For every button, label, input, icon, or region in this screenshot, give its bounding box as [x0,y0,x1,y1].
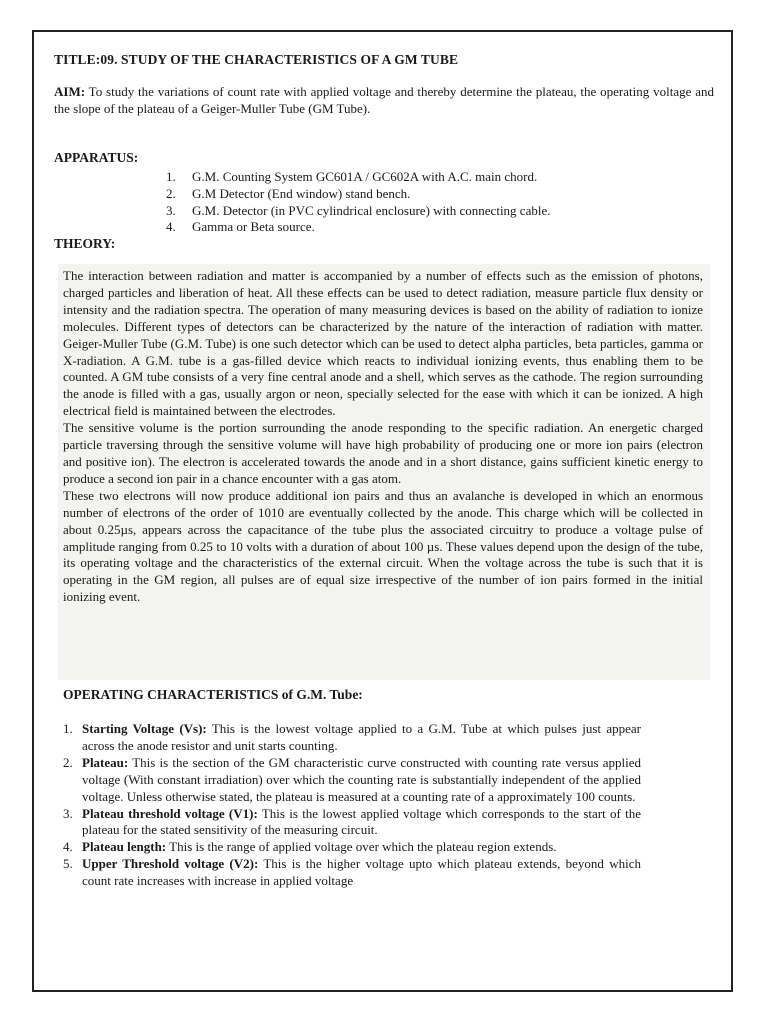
characteristic-item [63,721,641,755]
apparatus-item-number: 2. [166,185,176,201]
characteristic-label: Plateau length: [82,839,167,855]
characteristic-text: This is the lowest applied voltage which corresponds to the start of the plateau for the stated sensitivity of the measuring circuit. [82,805,642,838]
aim-label: AIM: [54,84,86,99]
apparatus-item-number: 3. [166,202,176,218]
characteristic-label: Starting Voltage (Vs): [82,721,207,736]
aim-paragraph [54,83,714,117]
aim-text: To study the variations of count rate with applied voltage and thereby determine the plateau, the operating voltage and the slope of the plateau of a Geiger-Muller Tube (GM Tube). [54,84,714,116]
characteristic-item [63,755,641,806]
apparatus-item-text: G.M. Detector (in PVC cylindrical enclosure) with connecting cable. [192,202,551,218]
theory-paragraph: These two electrons will now produce additional ion pairs and thus an avalanche is developed in which an enormous number of electrons of the order of 1010 are eventually collected by the anode. This charge which will be collected in about 0.25µs, appears across the capacitance of the tube plus the associated circuitry to produce a voltage pulse of amplitude ranging from 0.25 to 10 volts with a duration of about 100 µs. These values depend upon the design of the tube, its operating voltage and the characteristics of the external circuit. When the voltage across the tube is such that it is operating in the GM region, all pulses are of equal size irrespective of the number of ion pairs formed in the initial ionizing event. [63,487,703,605]
apparatus-item-text: Gamma or Beta source. [192,219,315,235]
apparatus-item-number: 1. [166,169,176,184]
characteristic-number: 1. [63,721,73,736]
apparatus-list [166,169,550,236]
apparatus-item [166,169,550,186]
apparatus-item-number: 4. [166,219,176,235]
characteristic-number: 5. [63,856,73,872]
apparatus-item-text: G.M Detector (End window) stand bench. [192,185,411,201]
page-title: TITLE:09. STUDY OF THE CHARACTERISTICS OF A GM TUBE [54,52,459,67]
characteristic-label: Upper Threshold voltage (V2): [82,856,259,872]
characteristic-item [63,806,641,840]
characteristic-label: Plateau: [82,754,129,770]
operating-characteristics-heading: OPERATING CHARACTERISTICS of G.M. Tube: [63,687,363,702]
characteristic-text: This is the section of the GM characteristic curve constructed with counting rate versus applied voltage (With constant irradiation) over which the counting rate is substantially independent of the applied voltage. Unless otherwise stated, the plateau is measured at a counting rate of a approximately 100 counts. [82,754,641,804]
characteristic-number: 4. [63,839,73,855]
apparatus-item [166,219,550,236]
theory-paragraph: The interaction between radiation and matter is accompanied by a number of effects such as the emission of photons, charged particles and liberation of heat. All these effects can be used to detect radiation, measure particle flux density or intensity and the radiation spectra. The operation of many measuring devices is based on the ability of radiation to ionize molecules. Different types of detectors can be characterized by the nature of the interaction of radiation with matter. Geiger-Muller Tube (G.M. Tube) is one such detector which can be used to detect alpha particles, beta particles, gamma or X-radiation. A G.M. tube is a gas-filled device which reacts to individual ionizing events, thus enabling them to be counted. A GM tube consists of a very fine central anode and a shell, which serves as the cathode. The region surrounding the anode is filled with a gas, usually argon or neon, specially selected for the ease with which it can be ionized. A high electrical field is maintained between the electrodes. [63,268,703,419]
apparatus-item-text: G.M. Counting System GC601A / GC602A with A.C. main chord. [192,169,538,184]
characteristic-text: This is the lowest voltage applied to a G.M. Tube at which pulses just appear across the anode resistor and unit starts counting. [82,721,641,753]
theory-paragraph: The sensitive volume is the portion surrounding the anode responding to the specific radiation. An energetic charged particle traversing through the sensitive volume will have high probability of producing one or more ion pairs (electron and positive ion). The electron is accelerated towards the anode and in a short distance, gains sufficient kinetic energy to produce a second ion pair in a chance encounter with a gas atom. [63,420,703,486]
apparatus-item [166,186,550,203]
characteristic-number: 2. [63,754,73,770]
operating-characteristics-list [63,721,641,890]
characteristic-item [63,856,641,890]
characteristic-item [63,839,641,856]
characteristic-label: Plateau threshold voltage (V1): [82,805,258,821]
characteristic-text: This is the higher voltage upto which plateau extends, beyond which count rate increases with increase in applied voltage [82,856,642,889]
theory-body [63,268,703,606]
apparatus-heading: APPARATUS: [54,150,139,165]
characteristic-text: This is the range of applied voltage over which the plateau region extends. [166,839,557,855]
apparatus-item [166,203,550,220]
characteristic-number: 3. [63,805,73,821]
theory-heading: THEORY: [54,236,116,251]
